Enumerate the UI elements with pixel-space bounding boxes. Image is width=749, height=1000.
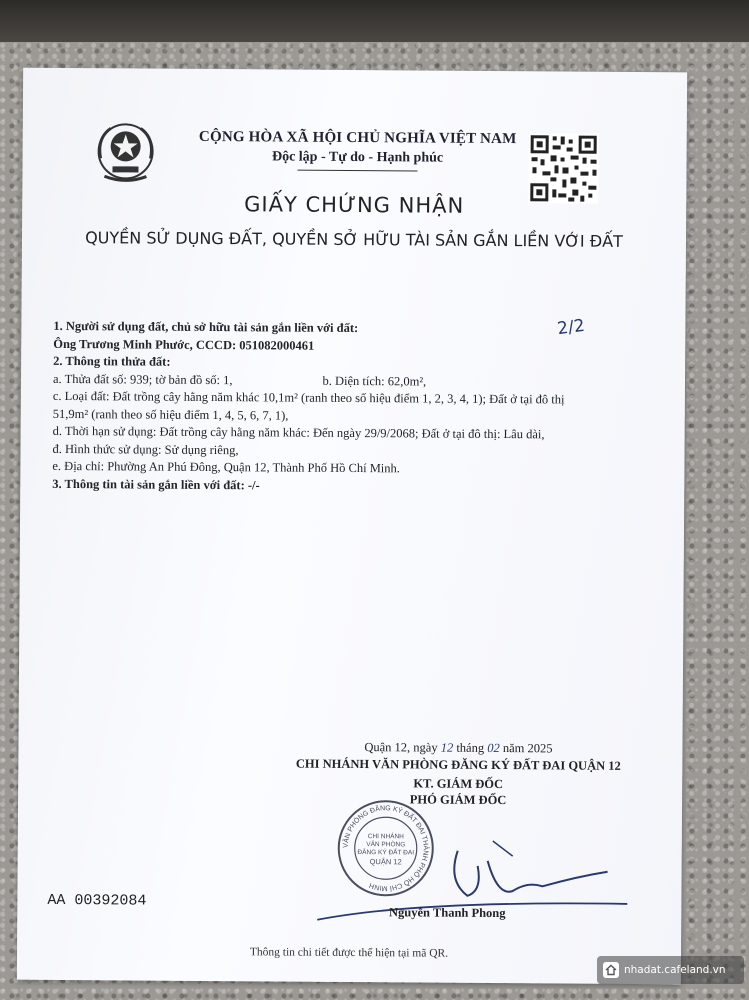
motto: Độc lập - Tự do - Hạnh phúc	[271, 149, 444, 166]
usage-form-line: đ. Hình thức sử dụng: Sử dụng riêng,	[52, 441, 239, 457]
month-label: tháng	[453, 740, 488, 755]
signer-name: Nguyễn Thanh Phong	[389, 905, 506, 921]
watermark-text: nhadat.cafeland.vn	[624, 964, 726, 976]
parcel-area: b. Diện tích: 62,0m²,	[322, 373, 427, 389]
national-emblem-icon	[90, 118, 160, 188]
land-type-line: c. Loại đất: Đất trồng cây hằng năm khác 10,1m² (ranh theo số hiệu điểm 1, 2, 3, 4, 1); Đất ở tại đô thị	[52, 388, 565, 407]
deputy-director: PHÓ GIÁM ĐỐC	[409, 792, 507, 808]
site-watermark	[597, 956, 744, 984]
land-type-line-2: 51,9m² (ranh theo số hiệu điểm 1, 4, 5, 6, 7, 1),	[52, 406, 289, 423]
serial-number: AA 00392084	[47, 891, 147, 910]
qr-code-icon	[528, 133, 598, 203]
issue-place: Quận 12, ngày	[364, 740, 441, 755]
issue-day: 12	[440, 740, 454, 755]
stamp-line-3: ĐĂNG KÝ ĐẤT ĐAI	[357, 849, 415, 857]
stamp-line-4: QUẬN 12	[369, 857, 402, 867]
motto-underline	[297, 170, 417, 172]
stamp-ring-text: VĂN PHÒNG ĐĂNG KÝ ĐẤT ĐAI THÀNH PHỐ HỒ CHÍ MINH	[342, 805, 429, 892]
issuing-office: CHI NHÁNH VĂN PHÒNG ĐĂNG KÝ ĐẤT ĐAI QUẬN 12	[295, 756, 621, 773]
certificate-body	[52, 315, 663, 497]
stamp-line-2: VĂN PHÒNG	[366, 841, 406, 849]
address-line: e. Địa chỉ: Phường An Phú Đông, Quận 12, Thành Phố Hồ Chí Minh.	[52, 458, 400, 476]
certificate-title: GIẤY CHỨNG NHẬN	[244, 192, 465, 218]
owner-line: Ông Trương Minh Phước, CCCD: 051082000461	[53, 336, 315, 353]
background-wall	[0, 0, 749, 42]
kt-director: KT. GIÁM ĐỐC	[413, 776, 504, 792]
country-name: CỘNG HÒA XÃ HỘI CHỦ NGHĨA VIỆT NAM	[198, 128, 517, 148]
section1-heading: 1. Người sử dụng đất, chủ sở hữu tài sản gắn liền với đất:	[53, 318, 359, 336]
certificate-subtitle: QUYỀN SỬ DỤNG ĐẤT, QUYỀN SỞ HỮU TÀI SẢN GẮN LIỀN VỚI ĐẤT	[85, 228, 623, 251]
issue-place-date	[268, 739, 648, 757]
stamp-line-1: CHI NHÁNH	[367, 833, 404, 841]
issue-month: 02	[487, 740, 500, 756]
section3-heading: 3. Thông tin tài sản gắn liền với đất: -/-	[52, 476, 260, 492]
certificate-paper	[17, 68, 687, 985]
handwritten-page-note: 2/2	[556, 315, 586, 340]
parcel-number: a. Thửa đất số: 939; tờ bản đồ số: 1,	[52, 371, 233, 387]
usage-term-line: d. Thời hạn sử dụng: Đất trồng cây hằng năm khác: Đến ngày 29/9/2068; Đất ở tại đô thị: Lâu dài,	[52, 423, 545, 442]
house-icon	[603, 962, 619, 978]
section2-heading: 2. Thông tin thửa đất:	[53, 353, 171, 369]
issue-year: năm 2025	[499, 741, 553, 756]
qr-note: Thông tin chi tiết được thể hiện tại mã QR.	[249, 946, 449, 960]
